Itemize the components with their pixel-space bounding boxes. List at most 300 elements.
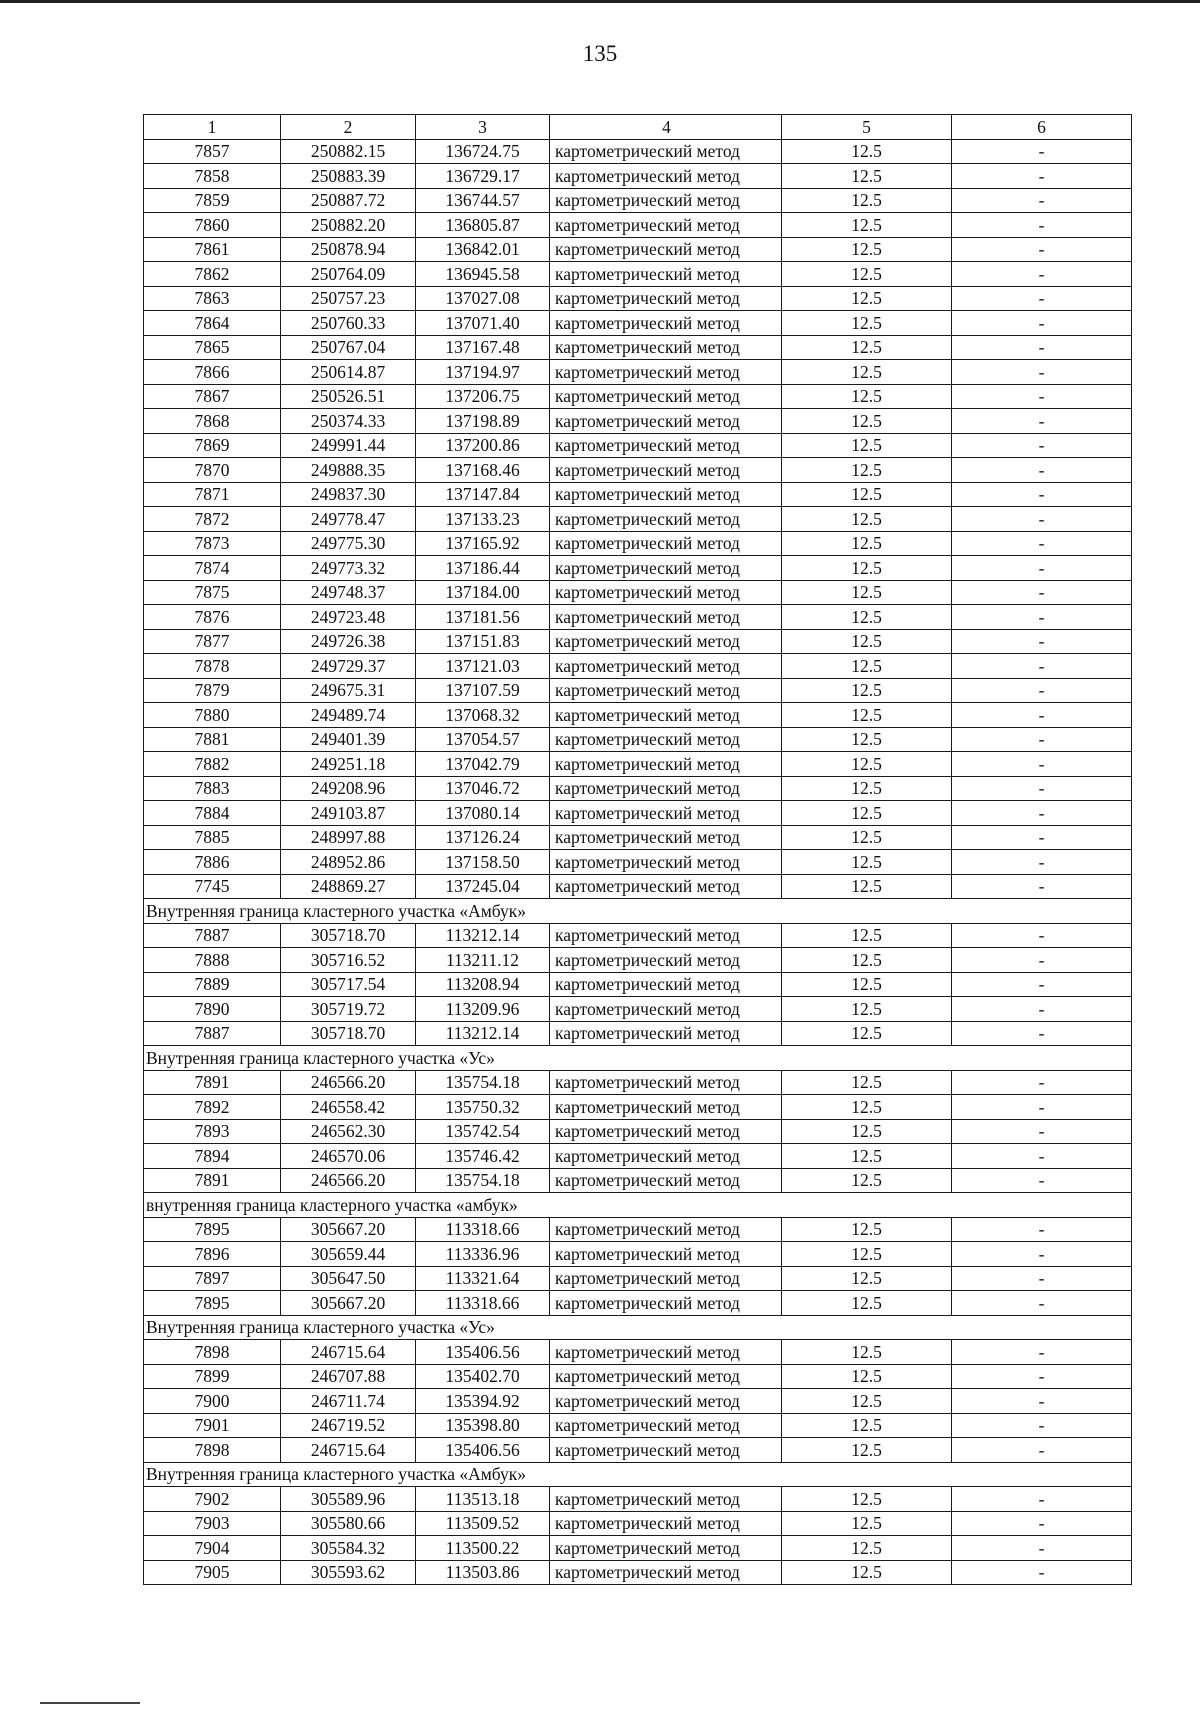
point-number-cell: 7867 [144, 384, 281, 409]
y-coordinate-cell: 113208.94 [416, 972, 550, 997]
method-cell: картометрический метод [550, 1511, 782, 1536]
y-coordinate-cell: 135746.42 [416, 1144, 550, 1169]
note-cell: - [952, 1438, 1132, 1463]
note-cell: - [952, 1340, 1132, 1365]
note-cell: - [952, 311, 1132, 336]
point-number-cell: 7880 [144, 703, 281, 728]
method-cell: картометрический метод [550, 213, 782, 238]
point-number-cell: 7887 [144, 923, 281, 948]
note-cell: - [952, 997, 1132, 1022]
accuracy-cell: 12.5 [782, 1340, 952, 1365]
table-row [144, 997, 1132, 1022]
y-coordinate-cell: 137181.56 [416, 605, 550, 630]
method-cell: картометрический метод [550, 482, 782, 507]
method-cell: картометрический метод [550, 972, 782, 997]
accuracy-cell: 12.5 [782, 311, 952, 336]
x-coordinate-cell: 250764.09 [281, 262, 416, 287]
x-coordinate-cell: 305716.52 [281, 948, 416, 973]
accuracy-cell: 12.5 [782, 433, 952, 458]
note-cell: - [952, 923, 1132, 948]
point-number-cell: 7886 [144, 850, 281, 875]
x-coordinate-cell: 249748.37 [281, 580, 416, 605]
y-coordinate-cell: 137126.24 [416, 825, 550, 850]
y-coordinate-cell: 135754.18 [416, 1168, 550, 1193]
accuracy-cell: 12.5 [782, 188, 952, 213]
section-heading: внутренняя граница кластерного участка «амбук» [144, 1193, 1132, 1218]
column-header: 3 [416, 115, 550, 140]
accuracy-cell: 12.5 [782, 1487, 952, 1512]
table-row [144, 1217, 1132, 1242]
note-cell: - [952, 1389, 1132, 1414]
method-cell: картометрический метод [550, 262, 782, 287]
x-coordinate-cell: 248997.88 [281, 825, 416, 850]
note-cell: - [952, 654, 1132, 679]
table-row [144, 580, 1132, 605]
table-row [144, 1168, 1132, 1193]
point-number-cell: 7890 [144, 997, 281, 1022]
table-row [144, 605, 1132, 630]
section-heading: Внутренняя граница кластерного участка «Ус» [144, 1315, 1132, 1340]
note-cell: - [952, 1217, 1132, 1242]
table-row [144, 678, 1132, 703]
method-cell: картометрический метод [550, 556, 782, 581]
x-coordinate-cell: 250757.23 [281, 286, 416, 311]
x-coordinate-cell: 305667.20 [281, 1291, 416, 1316]
point-number-cell: 7872 [144, 507, 281, 532]
method-cell: картометрический метод [550, 164, 782, 189]
method-cell: картометрический метод [550, 335, 782, 360]
table-row [144, 850, 1132, 875]
x-coordinate-cell: 250878.94 [281, 237, 416, 262]
accuracy-cell: 12.5 [782, 605, 952, 630]
accuracy-cell: 12.5 [782, 335, 952, 360]
x-coordinate-cell: 305584.32 [281, 1536, 416, 1561]
table-row [144, 1560, 1132, 1585]
note-cell: - [952, 360, 1132, 385]
method-cell: картометрический метод [550, 727, 782, 752]
section-heading: Внутренняя граница кластерного участка «Амбук» [144, 1462, 1132, 1487]
x-coordinate-cell: 246558.42 [281, 1095, 416, 1120]
x-coordinate-cell: 249726.38 [281, 629, 416, 654]
method-cell: картометрический метод [550, 1266, 782, 1291]
accuracy-cell: 12.5 [782, 1242, 952, 1267]
section-heading: Внутренняя граница кластерного участка «Ус» [144, 1046, 1132, 1071]
method-cell: картометрический метод [550, 948, 782, 973]
table-row [144, 923, 1132, 948]
note-cell: - [952, 556, 1132, 581]
note-cell: - [952, 384, 1132, 409]
y-coordinate-cell: 135750.32 [416, 1095, 550, 1120]
point-number-cell: 7885 [144, 825, 281, 850]
y-coordinate-cell: 137165.92 [416, 531, 550, 556]
x-coordinate-cell: 249837.30 [281, 482, 416, 507]
x-coordinate-cell: 246715.64 [281, 1340, 416, 1365]
note-cell: - [952, 482, 1132, 507]
method-cell: картометрический метод [550, 1119, 782, 1144]
table-row [144, 360, 1132, 385]
accuracy-cell: 12.5 [782, 286, 952, 311]
y-coordinate-cell: 113209.96 [416, 997, 550, 1022]
table-row [144, 1364, 1132, 1389]
x-coordinate-cell: 305580.66 [281, 1511, 416, 1536]
accuracy-cell: 12.5 [782, 580, 952, 605]
accuracy-cell: 12.5 [782, 1266, 952, 1291]
point-number-cell: 7859 [144, 188, 281, 213]
x-coordinate-cell: 305717.54 [281, 972, 416, 997]
x-coordinate-cell: 249778.47 [281, 507, 416, 532]
note-cell: - [952, 801, 1132, 826]
note-cell: - [952, 1070, 1132, 1095]
note-cell: - [952, 874, 1132, 899]
method-cell: картометрический метод [550, 237, 782, 262]
y-coordinate-cell: 136805.87 [416, 213, 550, 238]
point-number-cell: 7879 [144, 678, 281, 703]
y-coordinate-cell: 113336.96 [416, 1242, 550, 1267]
accuracy-cell: 12.5 [782, 482, 952, 507]
note-cell: - [952, 213, 1132, 238]
x-coordinate-cell: 249675.31 [281, 678, 416, 703]
point-number-cell: 7896 [144, 1242, 281, 1267]
y-coordinate-cell: 113212.14 [416, 1021, 550, 1046]
table-row [144, 825, 1132, 850]
x-coordinate-cell: 305593.62 [281, 1560, 416, 1585]
x-coordinate-cell: 249103.87 [281, 801, 416, 826]
y-coordinate-cell: 137206.75 [416, 384, 550, 409]
table-row [144, 409, 1132, 434]
note-cell: - [952, 237, 1132, 262]
table-row [144, 433, 1132, 458]
accuracy-cell: 12.5 [782, 1389, 952, 1414]
table-row [144, 1266, 1132, 1291]
note-cell: - [952, 605, 1132, 630]
method-cell: картометрический метод [550, 1217, 782, 1242]
accuracy-cell: 12.5 [782, 776, 952, 801]
y-coordinate-cell: 135406.56 [416, 1340, 550, 1365]
accuracy-cell: 12.5 [782, 1364, 952, 1389]
x-coordinate-cell: 249251.18 [281, 752, 416, 777]
point-number-cell: 7891 [144, 1168, 281, 1193]
x-coordinate-cell: 250374.33 [281, 409, 416, 434]
note-cell: - [952, 335, 1132, 360]
table-body [144, 139, 1132, 1585]
point-number-cell: 7893 [144, 1119, 281, 1144]
section-heading-row [144, 1046, 1132, 1071]
note-cell: - [952, 1560, 1132, 1585]
accuracy-cell: 12.5 [782, 139, 952, 164]
method-cell: картометрический метод [550, 825, 782, 850]
point-number-cell: 7904 [144, 1536, 281, 1561]
note-cell: - [952, 188, 1132, 213]
point-number-cell: 7891 [144, 1070, 281, 1095]
column-header: 5 [782, 115, 952, 140]
point-number-cell: 7874 [144, 556, 281, 581]
table-row [144, 531, 1132, 556]
x-coordinate-cell: 250767.04 [281, 335, 416, 360]
accuracy-cell: 12.5 [782, 507, 952, 532]
y-coordinate-cell: 135398.80 [416, 1413, 550, 1438]
column-header: 2 [281, 115, 416, 140]
method-cell: картометрический метод [550, 997, 782, 1022]
note-cell: - [952, 850, 1132, 875]
table-row [144, 213, 1132, 238]
method-cell: картометрический метод [550, 1536, 782, 1561]
method-cell: картометрический метод [550, 801, 782, 826]
accuracy-cell: 12.5 [782, 1536, 952, 1561]
point-number-cell: 7863 [144, 286, 281, 311]
table-row [144, 458, 1132, 483]
note-cell: - [952, 1119, 1132, 1144]
table-row [144, 1070, 1132, 1095]
table-row [144, 1242, 1132, 1267]
table-row [144, 1413, 1132, 1438]
method-cell: картометрический метод [550, 1021, 782, 1046]
method-cell: картометрический метод [550, 654, 782, 679]
page-number: 135 [582, 41, 618, 66]
point-number-cell: 7898 [144, 1340, 281, 1365]
y-coordinate-cell: 135742.54 [416, 1119, 550, 1144]
table-row [144, 556, 1132, 581]
table-row [144, 237, 1132, 262]
method-cell: картометрический метод [550, 1095, 782, 1120]
note-cell: - [952, 164, 1132, 189]
note-cell: - [952, 1413, 1132, 1438]
accuracy-cell: 12.5 [782, 752, 952, 777]
accuracy-cell: 12.5 [782, 213, 952, 238]
point-number-cell: 7892 [144, 1095, 281, 1120]
accuracy-cell: 12.5 [782, 164, 952, 189]
top-border-line [0, 0, 1200, 3]
table-row [144, 1487, 1132, 1512]
note-cell: - [952, 409, 1132, 434]
x-coordinate-cell: 305719.72 [281, 997, 416, 1022]
method-cell: картометрический метод [550, 703, 782, 728]
y-coordinate-cell: 137042.79 [416, 752, 550, 777]
x-coordinate-cell: 246711.74 [281, 1389, 416, 1414]
point-number-cell: 7869 [144, 433, 281, 458]
y-coordinate-cell: 113212.14 [416, 923, 550, 948]
accuracy-cell: 12.5 [782, 360, 952, 385]
section-heading-row [144, 1315, 1132, 1340]
column-header: 4 [550, 115, 782, 140]
accuracy-cell: 12.5 [782, 1217, 952, 1242]
point-number-cell: 7858 [144, 164, 281, 189]
x-coordinate-cell: 249773.32 [281, 556, 416, 581]
x-coordinate-cell: 250526.51 [281, 384, 416, 409]
table-row [144, 311, 1132, 336]
accuracy-cell: 12.5 [782, 1413, 952, 1438]
point-number-cell: 7900 [144, 1389, 281, 1414]
accuracy-cell: 12.5 [782, 384, 952, 409]
accuracy-cell: 12.5 [782, 1021, 952, 1046]
x-coordinate-cell: 248869.27 [281, 874, 416, 899]
accuracy-cell: 12.5 [782, 1511, 952, 1536]
point-number-cell: 7877 [144, 629, 281, 654]
table-row [144, 1389, 1132, 1414]
method-cell: картометрический метод [550, 458, 782, 483]
table-row [144, 335, 1132, 360]
note-cell: - [952, 1266, 1132, 1291]
section-heading: Внутренняя граница кластерного участка «Амбук» [144, 899, 1132, 924]
point-number-cell: 7901 [144, 1413, 281, 1438]
x-coordinate-cell: 250882.20 [281, 213, 416, 238]
y-coordinate-cell: 136729.17 [416, 164, 550, 189]
table-header-row [144, 115, 1132, 140]
note-cell: - [952, 286, 1132, 311]
method-cell: картометрический метод [550, 384, 782, 409]
y-coordinate-cell: 113513.18 [416, 1487, 550, 1512]
y-coordinate-cell: 137080.14 [416, 801, 550, 826]
accuracy-cell: 12.5 [782, 531, 952, 556]
x-coordinate-cell: 249208.96 [281, 776, 416, 801]
y-coordinate-cell: 135394.92 [416, 1389, 550, 1414]
x-coordinate-cell: 250614.87 [281, 360, 416, 385]
point-number-cell: 7866 [144, 360, 281, 385]
point-number-cell: 7876 [144, 605, 281, 630]
method-cell: картометрический метод [550, 1291, 782, 1316]
table-row [144, 703, 1132, 728]
accuracy-cell: 12.5 [782, 678, 952, 703]
y-coordinate-cell: 137133.23 [416, 507, 550, 532]
x-coordinate-cell: 249489.74 [281, 703, 416, 728]
note-cell: - [952, 580, 1132, 605]
table-row [144, 188, 1132, 213]
x-coordinate-cell: 250887.72 [281, 188, 416, 213]
y-coordinate-cell: 113500.22 [416, 1536, 550, 1561]
x-coordinate-cell: 249991.44 [281, 433, 416, 458]
accuracy-cell: 12.5 [782, 237, 952, 262]
method-cell: картометрический метод [550, 1560, 782, 1585]
x-coordinate-cell: 305659.44 [281, 1242, 416, 1267]
method-cell: картометрический метод [550, 629, 782, 654]
note-cell: - [952, 507, 1132, 532]
y-coordinate-cell: 113321.64 [416, 1266, 550, 1291]
accuracy-cell: 12.5 [782, 556, 952, 581]
accuracy-cell: 12.5 [782, 948, 952, 973]
table-row [144, 384, 1132, 409]
point-number-cell: 7861 [144, 237, 281, 262]
y-coordinate-cell: 137121.03 [416, 654, 550, 679]
y-coordinate-cell: 137158.50 [416, 850, 550, 875]
table-row [144, 482, 1132, 507]
point-number-cell: 7887 [144, 1021, 281, 1046]
note-cell: - [952, 1021, 1132, 1046]
note-cell: - [952, 433, 1132, 458]
section-heading-row [144, 1462, 1132, 1487]
method-cell: картометрический метод [550, 678, 782, 703]
method-cell: картометрический метод [550, 1242, 782, 1267]
y-coordinate-cell: 135402.70 [416, 1364, 550, 1389]
x-coordinate-cell: 250760.33 [281, 311, 416, 336]
accuracy-cell: 12.5 [782, 703, 952, 728]
x-coordinate-cell: 246707.88 [281, 1364, 416, 1389]
y-coordinate-cell: 136842.01 [416, 237, 550, 262]
method-cell: картометрический метод [550, 874, 782, 899]
accuracy-cell: 12.5 [782, 801, 952, 826]
note-cell: - [952, 1487, 1132, 1512]
point-number-cell: 7882 [144, 752, 281, 777]
y-coordinate-cell: 137046.72 [416, 776, 550, 801]
y-coordinate-cell: 113509.52 [416, 1511, 550, 1536]
x-coordinate-cell: 246566.20 [281, 1168, 416, 1193]
method-cell: картометрический метод [550, 1487, 782, 1512]
y-coordinate-cell: 137147.84 [416, 482, 550, 507]
method-cell: картометрический метод [550, 433, 782, 458]
x-coordinate-cell: 249723.48 [281, 605, 416, 630]
note-cell: - [952, 1364, 1132, 1389]
note-cell: - [952, 139, 1132, 164]
note-cell: - [952, 531, 1132, 556]
x-coordinate-cell: 305589.96 [281, 1487, 416, 1512]
section-heading-row [144, 899, 1132, 924]
method-cell: картометрический метод [550, 1168, 782, 1193]
note-cell: - [952, 752, 1132, 777]
accuracy-cell: 12.5 [782, 874, 952, 899]
point-number-cell: 7905 [144, 1560, 281, 1585]
point-number-cell: 7889 [144, 972, 281, 997]
x-coordinate-cell: 305647.50 [281, 1266, 416, 1291]
point-number-cell: 7902 [144, 1487, 281, 1512]
accuracy-cell: 12.5 [782, 458, 952, 483]
table-row [144, 948, 1132, 973]
table-row [144, 1511, 1132, 1536]
y-coordinate-cell: 137184.00 [416, 580, 550, 605]
point-number-cell: 7888 [144, 948, 281, 973]
table-row [144, 507, 1132, 532]
note-cell: - [952, 948, 1132, 973]
section-heading-row [144, 1193, 1132, 1218]
y-coordinate-cell: 113503.86 [416, 1560, 550, 1585]
accuracy-cell: 12.5 [782, 1119, 952, 1144]
note-cell: - [952, 776, 1132, 801]
point-number-cell: 7903 [144, 1511, 281, 1536]
note-cell: - [952, 727, 1132, 752]
note-cell: - [952, 825, 1132, 850]
table-row [144, 972, 1132, 997]
x-coordinate-cell: 246719.52 [281, 1413, 416, 1438]
y-coordinate-cell: 137107.59 [416, 678, 550, 703]
note-cell: - [952, 1536, 1132, 1561]
method-cell: картометрический метод [550, 311, 782, 336]
table-row [144, 1021, 1132, 1046]
point-number-cell: 7745 [144, 874, 281, 899]
y-coordinate-cell: 113318.66 [416, 1291, 550, 1316]
table-row [144, 164, 1132, 189]
point-number-cell: 7871 [144, 482, 281, 507]
note-cell: - [952, 458, 1132, 483]
method-cell: картометрический метод [550, 1070, 782, 1095]
y-coordinate-cell: 137194.97 [416, 360, 550, 385]
method-cell: картометрический метод [550, 1389, 782, 1414]
y-coordinate-cell: 113211.12 [416, 948, 550, 973]
x-coordinate-cell: 305667.20 [281, 1217, 416, 1242]
accuracy-cell: 12.5 [782, 825, 952, 850]
y-coordinate-cell: 137186.44 [416, 556, 550, 581]
x-coordinate-cell: 246570.06 [281, 1144, 416, 1169]
point-number-cell: 7864 [144, 311, 281, 336]
point-number-cell: 7862 [144, 262, 281, 287]
column-header: 6 [952, 115, 1132, 140]
point-number-cell: 7873 [144, 531, 281, 556]
y-coordinate-cell: 113318.66 [416, 1217, 550, 1242]
y-coordinate-cell: 137151.83 [416, 629, 550, 654]
note-cell: - [952, 1291, 1132, 1316]
point-number-cell: 7881 [144, 727, 281, 752]
method-cell: картометрический метод [550, 580, 782, 605]
column-header: 1 [144, 115, 281, 140]
table-row [144, 752, 1132, 777]
scan-edge-mark [40, 1702, 140, 1704]
table-row [144, 1119, 1132, 1144]
